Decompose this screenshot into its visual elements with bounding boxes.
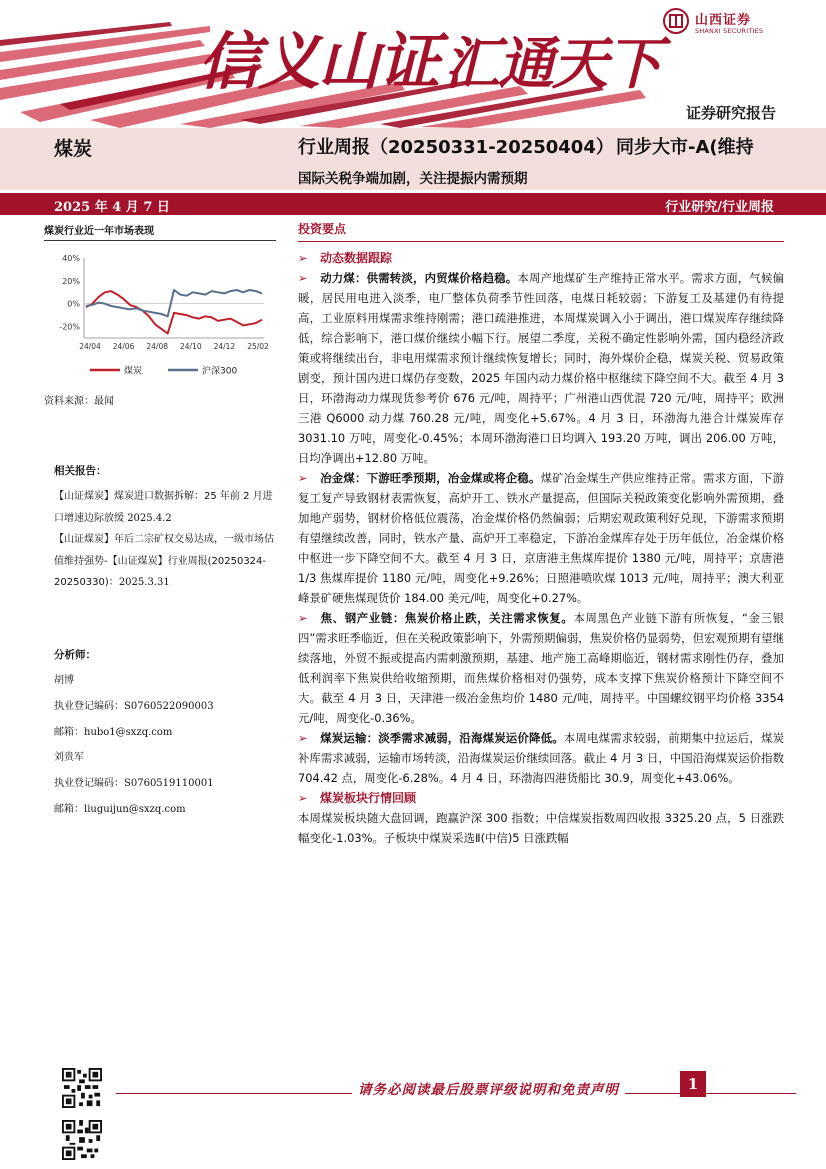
qr-code-icon — [62, 1068, 102, 1108]
chart-source: 资料来源：最闻 — [44, 396, 114, 407]
bullet-heading: 焦、钢产业链：焦炭价格止跌，关注需求恢复。 — [320, 611, 574, 625]
registration-label: 执业登记编码： — [54, 778, 124, 790]
analyst-email — [54, 797, 276, 823]
analyst-name: 胡博 — [54, 675, 74, 686]
y-tick-label: 20% — [62, 276, 80, 286]
x-tick-label: 24/06 — [112, 342, 135, 351]
x-tick-label: 24/08 — [146, 342, 169, 351]
slogan — [198, 12, 660, 101]
chart-title: 煤炭行业近一年市场表现 — [44, 222, 276, 241]
header-banner — [0, 0, 826, 128]
y-tick-label: 0% — [67, 299, 80, 309]
related-report-item[interactable] — [54, 486, 276, 529]
registration-label: 执业登记编码： — [54, 700, 124, 712]
report-type: 证券研究报告 — [685, 104, 776, 122]
logo-name-en: SHANXI SECURITIES — [695, 27, 764, 35]
bullet-paragraph — [298, 608, 784, 728]
x-tick-label: 25/02 — [247, 342, 269, 351]
email-link[interactable]: liuguijun@sxzq.com — [84, 803, 186, 815]
rating-label: 同步大市-A(维持 — [616, 137, 754, 158]
analyst-registration — [54, 694, 276, 720]
disclaimer-link[interactable]: 请务必阅读最后股票评级说明和免责声明 — [352, 1078, 625, 1098]
y-tick-label: 40% — [62, 254, 80, 263]
email-label: 邮箱： — [54, 803, 84, 815]
shanxi-securities-logo-icon — [663, 8, 689, 34]
analyst-email — [54, 720, 276, 746]
bullet-text: 煤矿冶金煤生产供应维持正常。需求方面，下游复工复产导致钢材表需恢复，高炉开工、铁水产量提高，但国际关税政策变化影响外需预期，叠加地产弱势，钢材价格低位震荡，冶金煤价格仍然偏弱；后期宏观政策利好兑现，下游需求预期有望继续改善，同时，铁水产量、高炉开工率稳定，下游冶金煤库存处于历年低位，冶金煤价格中枢进一步下降空间不大。截至 4 月 3 日，京唐港主焦煤库提价 1380 元/吨，周持平；京唐港 1/3 焦煤库提价 1180 元/吨，周变化+9.26%；日照港喷吹煤 1013 元/吨，周持平；澳大利亚峰景矿硬焦煤现货价 184.00 美元/吨，周变化+0.27%。 — [298, 471, 784, 605]
related-report-item[interactable] — [54, 529, 276, 594]
legend-label: 煤炭 — [124, 366, 143, 377]
market-performance-chart — [44, 244, 276, 384]
bullet-text: 本周电煤需求较弱，前期集中拉运后，煤炭补库需求减弱，运输市场转淡，沿海煤炭运价继续回落。截止 4 月 3 日，中国沿海煤炭运价指数 704.42 点，周变化-6.28%。4 月 4 日，环渤海四港货船比 30.9，周变化+43.06%。 — [298, 731, 784, 785]
bullet-paragraph — [298, 268, 784, 468]
qr-code-icon — [62, 1120, 102, 1160]
x-tick-label: 24/10 — [179, 342, 202, 351]
related-report-text[interactable]: 【山证煤炭】年后二宗矿权交易达成，一级市场估值维持强势-【山证煤炭】行业周报(20250324-20250330)： — [54, 534, 274, 588]
analyst-registration — [54, 771, 276, 797]
page-number: 1 — [680, 1071, 706, 1097]
report-category: 行业研究/行业周报 — [665, 200, 774, 215]
report-date: 2025 年 4 月 7 日 — [54, 200, 170, 215]
related-report-date: 2025.4.2 — [127, 512, 172, 524]
related-reports-heading: 相关报告： — [54, 465, 107, 477]
section-heading: ➢ 煤炭板块行情回顾 — [298, 788, 784, 808]
arrow-bullet-icon: ➢ — [298, 251, 308, 265]
arrow-bullet-icon: ➢ — [298, 471, 308, 485]
slogan-part2: 汇通天下 — [444, 31, 661, 97]
arrow-bullet-icon: ➢ — [298, 611, 308, 625]
series-line — [86, 291, 262, 333]
bullet-heading: 冶金煤：下游旺季预期，冶金煤或将企稳。 — [320, 471, 541, 485]
bullet-heading: 煤炭运输：淡季需求减弱，沿海煤炭运价降低。 — [320, 731, 564, 745]
company-logo — [663, 6, 783, 46]
bullet-text: 本周产地煤矿生产维持正常水平。需求方面，气候偏暖，居民用电进入淡季，电厂整体负荷季节性回落，电煤日耗较弱；下游复工及基建仍有待提高，工业原料用煤需求维持刚需；港口疏港推进，本周煤炭调入小于调出，港口煤炭库存继续降低，综合影响下，港口煤价继续小幅下行。展望二季度，关税不确定性影响外需，国内稳经济政策或将继续出台，非电用煤需求预计继续恢复增长；同时，海外煤价企稳，煤炭关税、贸易政策剧变，预计国内进口煤仍存变数，2025 年国内动力煤价格中枢继续下降空间不大。截至 4 月 3 日，环渤海动力煤现货参考价 676 元/吨，周持平；广州港山西优混 720 元/吨，周持平；欧洲三港 Q6000 动力煤 760.28 元/吨，周变化+5.67%。4 月 3 日，环渤海九港合计煤炭库存 3031.10 万吨，周变化-0.45%；本周环渤海港口日均调入 193.20 万吨，调出 206.00 万吨，日均净调出+12.80 万吨。 — [298, 271, 784, 465]
related-reports-list — [54, 486, 276, 594]
related-report-date: 2025.3.31 — [118, 577, 170, 588]
email-link[interactable]: hubo1@sxzq.com — [84, 726, 173, 738]
main-content — [298, 219, 784, 848]
related-report-text[interactable]: 【山证煤炭】煤炭进口数据拆解：25 年前 2 月进口增速边际放缓 — [54, 491, 273, 524]
slogan-part1: 信义山证 — [198, 25, 439, 98]
bullet-text: 本周黑色产业链下游有所恢复，“金三银四”需求旺季临近，但在关税政策影响下，外需预期偏弱，焦炭价格仍显弱势，但宏观预期有望继续落地，外贸不振或提高内需刺激预期，基建、地产施工高峰期临近，钢材需求刚性仍存，叠加低利润率下焦炭供给收缩预期，而焦煤价格相对仍强势，成本支撑下焦炭价格预计下降空间不大。截至 4 月 3 日，天津港一级冶金焦均价 1480 元/吨，周持平。中国螺纹钢平均价格 3354 元/吨，周变化-0.36%。 — [298, 611, 784, 725]
logo-name-cn: 山西证券 — [695, 13, 752, 28]
legend-label: 沪深300 — [202, 366, 238, 377]
page-title: 行业周报（20250331-20250404） — [298, 137, 614, 158]
section-heading: ➢ 动态数据跟踪 — [298, 248, 784, 268]
industry-label: 煤炭 — [54, 138, 93, 160]
bullet-paragraph — [298, 728, 784, 788]
registration-code: S0760519110001 — [124, 778, 214, 790]
investment-highlights-heading: 投资要点 — [298, 219, 784, 242]
analysts-list — [54, 668, 276, 823]
arrow-bullet-icon: ➢ — [298, 731, 308, 745]
chart-svg — [44, 244, 276, 384]
x-tick-label: 24/04 — [79, 342, 101, 351]
y-tick-label: -20% — [59, 322, 80, 332]
x-tick-label: 24/12 — [213, 342, 236, 351]
page-subtitle: 国际关税争端加剧，关注提振内需预期 — [298, 171, 528, 187]
arrow-bullet-icon: ➢ — [298, 271, 308, 285]
body-paragraph: 本周煤炭板块随大盘回调，跑赢沪深 300 指数；中信煤炭指数周四收报 3325.20 点，5 日涨跌幅变化-1.03%。子板块中煤炭采选Ⅱ(中信)5 日涨跌幅 — [298, 811, 784, 845]
arrow-bullet-icon: ➢ — [298, 791, 308, 805]
bullet-heading: 动力煤：供需转淡，内贸煤价格趋稳。 — [320, 271, 518, 285]
analyst-name: 刘贵军 — [54, 752, 84, 764]
bullet-paragraph — [298, 468, 784, 608]
email-label: 邮箱： — [54, 726, 84, 738]
registration-code: S0760522090003 — [124, 700, 214, 712]
analysts-heading: 分析师： — [54, 649, 96, 661]
